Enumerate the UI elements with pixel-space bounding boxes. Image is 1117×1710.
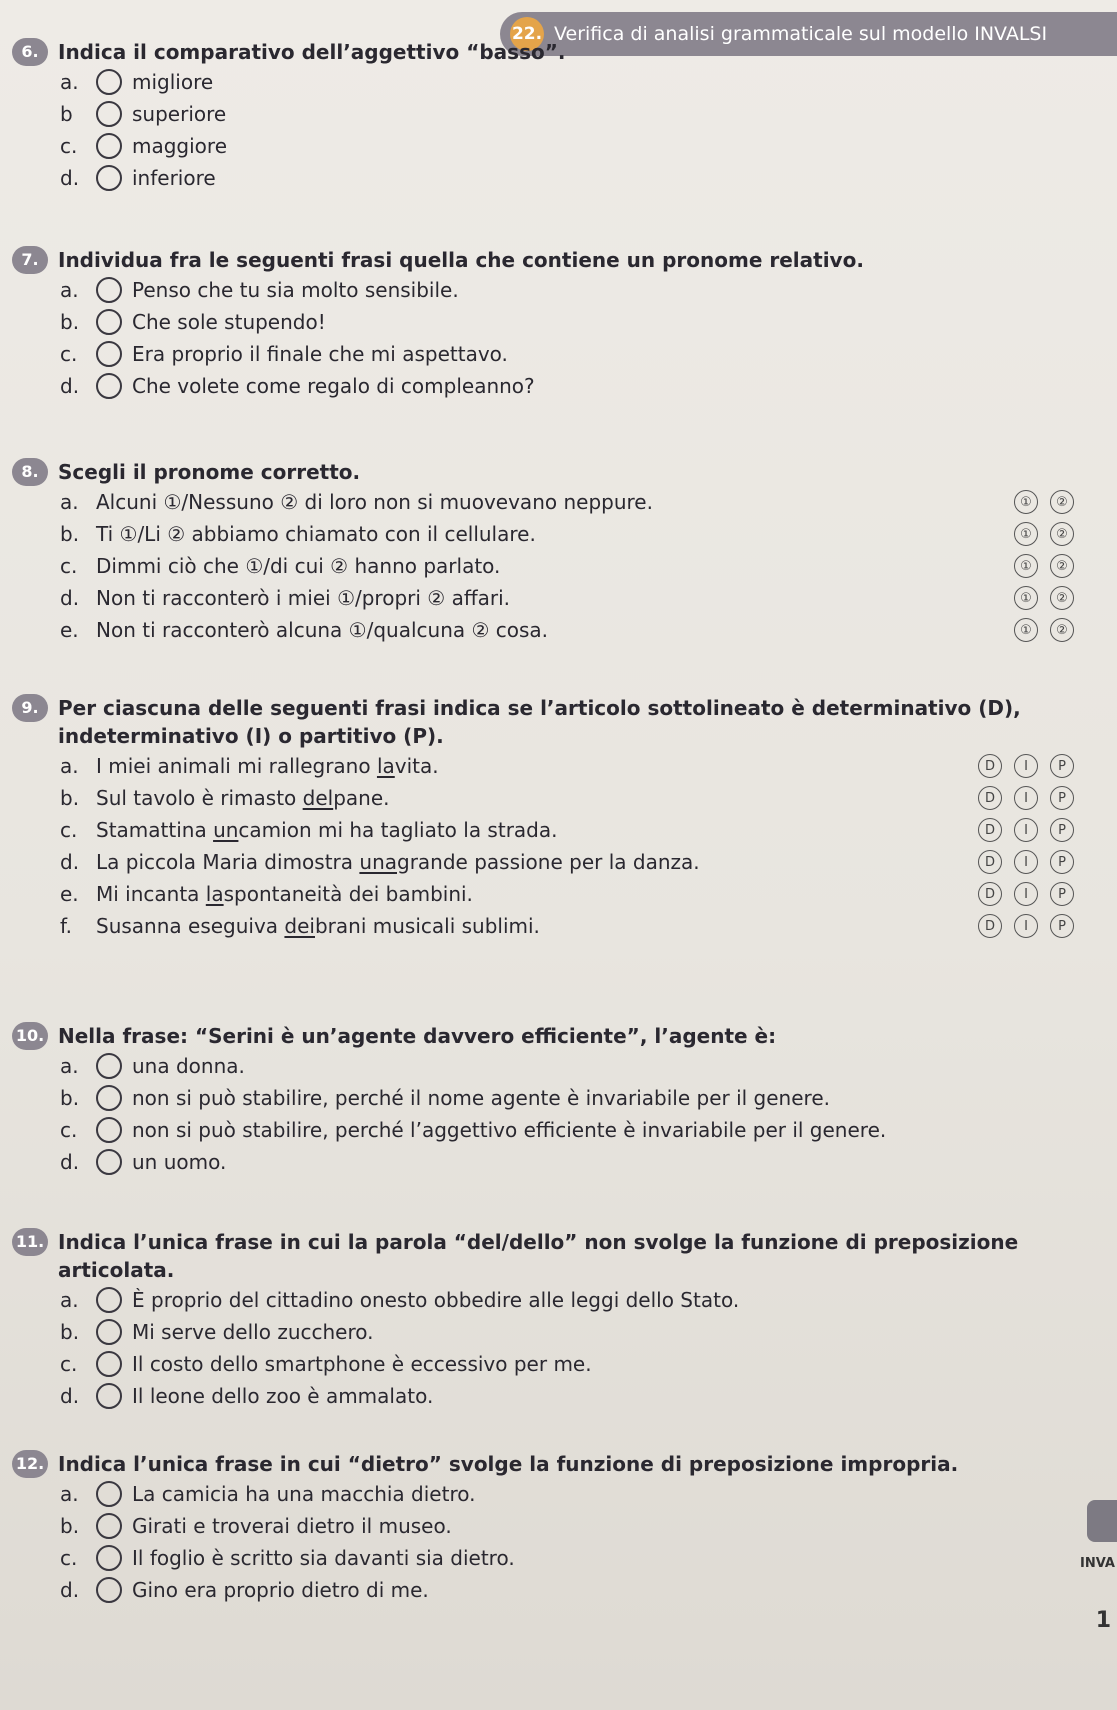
choice-p-circle[interactable]: P — [1050, 914, 1074, 938]
question-number: 10. — [12, 1022, 48, 1050]
question-11 — [12, 1228, 1102, 1412]
radio-circle[interactable] — [96, 277, 122, 303]
choice-i-circle[interactable]: I — [1014, 914, 1038, 938]
question-10 — [12, 1022, 1102, 1178]
choice-1-circle[interactable]: ① — [1014, 522, 1038, 546]
question-text: Indica l’unica frase in cui “dietro” svolge la funzione di preposizione impropria. — [58, 1452, 959, 1476]
choice-i-circle[interactable]: I — [1014, 818, 1038, 842]
option-a[interactable]: a. La camicia ha una macchia dietro. — [60, 1482, 476, 1506]
option-a[interactable]: a. Penso che tu sia molto sensibile. — [60, 278, 459, 302]
choice-1-circle[interactable]: ① — [1014, 618, 1038, 642]
radio-circle[interactable] — [96, 1149, 122, 1175]
choice-1-circle[interactable]: ① — [1014, 554, 1038, 578]
underlined-article: la — [205, 882, 224, 906]
edge-label: INVA — [1080, 1556, 1115, 1571]
radio-circle[interactable] — [96, 1577, 122, 1603]
option-a[interactable]: a. migliore — [60, 70, 214, 94]
option-c[interactable]: c. Era proprio il finale che mi aspettavo. — [60, 342, 508, 366]
radio-circle[interactable] — [96, 1085, 122, 1111]
choice-d-circle[interactable]: D — [978, 882, 1002, 906]
choice-p-circle[interactable]: P — [1050, 882, 1074, 906]
radio-circle[interactable] — [96, 1351, 122, 1377]
option-e: e. Non ti racconterò alcuna ①/qualcuna ② cosa. ① ② — [60, 614, 1102, 646]
choice-i-circle[interactable]: I — [1014, 882, 1038, 906]
radio-circle[interactable] — [96, 133, 122, 159]
radio-circle[interactable] — [96, 165, 122, 191]
underlined-article: una — [359, 850, 397, 874]
option-a[interactable]: a. È proprio del cittadino onesto obbedire alle leggi dello Stato. — [60, 1288, 740, 1312]
option-a: a. I miei animali mi rallegrano la vita. D I P — [60, 750, 1102, 782]
option-c[interactable]: c. non si può stabilire, perché l’aggettivo efficiente è invariabile per il genere. — [60, 1118, 887, 1142]
question-12 — [12, 1450, 1102, 1606]
radio-circle[interactable] — [96, 1053, 122, 1079]
choice-i-circle[interactable]: I — [1014, 786, 1038, 810]
option-c: c. Dimmi ciò che ①/di cui ② hanno parlato. ① ② — [60, 550, 1102, 582]
option-c[interactable]: c. Il costo dello smartphone è eccessivo per me. — [60, 1352, 592, 1376]
option-a[interactable]: a. una donna. — [60, 1054, 245, 1078]
section-number: 22. — [510, 17, 544, 51]
underlined-article: un — [213, 818, 239, 842]
radio-circle[interactable] — [96, 1319, 122, 1345]
radio-circle[interactable] — [96, 1481, 122, 1507]
choice-2-circle[interactable]: ② — [1050, 522, 1074, 546]
underlined-article: del — [302, 786, 334, 810]
option-b[interactable]: b. Mi serve dello zucchero. — [60, 1320, 374, 1344]
choice-2-circle[interactable]: ② — [1050, 554, 1074, 578]
option-b[interactable]: b superiore — [60, 102, 227, 126]
radio-circle[interactable] — [96, 1287, 122, 1313]
question-number: 12. — [12, 1450, 48, 1478]
choice-2-circle[interactable]: ② — [1050, 490, 1074, 514]
option-e: e. Mi incanta la spontaneità dei bambini. D I P — [60, 878, 1102, 910]
option-d[interactable]: d. un uomo. — [60, 1150, 227, 1174]
choice-2-circle[interactable]: ② — [1050, 586, 1074, 610]
question-7 — [12, 246, 1102, 402]
option-c: c. Stamattina un camion mi ha tagliato la strada. D I P — [60, 814, 1102, 846]
option-b[interactable]: b. non si può stabilire, perché il nome agente è invariabile per il genere. — [60, 1086, 830, 1110]
underlined-article: la — [376, 754, 395, 778]
choice-i-circle[interactable]: I — [1014, 850, 1038, 874]
radio-circle[interactable] — [96, 373, 122, 399]
choice-d-circle[interactable]: D — [978, 786, 1002, 810]
option-d[interactable]: d. Gino era proprio dietro di me. — [60, 1578, 429, 1602]
choice-2-circle[interactable]: ② — [1050, 618, 1074, 642]
option-d: d. Non ti racconterò i miei ①/propri ② affari. ① ② — [60, 582, 1102, 614]
option-b[interactable]: b. Che sole stupendo! — [60, 310, 326, 334]
choice-1-circle[interactable]: ① — [1014, 490, 1038, 514]
choice-d-circle[interactable]: D — [978, 818, 1002, 842]
question-9 — [12, 694, 1102, 942]
option-d[interactable]: d. Che volete come regalo di compleanno? — [60, 374, 535, 398]
question-number: 9. — [12, 694, 48, 722]
option-d: d. La piccola Maria dimostra una grande passione per la danza. D I P — [60, 846, 1102, 878]
question-text: Nella frase: “Serini è un’agente davvero efficiente”, l’agente è: — [58, 1024, 777, 1048]
radio-circle[interactable] — [96, 1383, 122, 1409]
section-title: Verifica di analisi grammaticale sul modello INVALSI — [554, 23, 1048, 45]
question-number: 7. — [12, 246, 48, 274]
question-text: Indica il comparativo dell’aggettivo “basso”. — [58, 40, 566, 64]
question-text: Per ciascuna delle seguenti frasi indica se l’articolo sottolineato è determinativo (D), indeterminativo (I) o partitivo (P). — [58, 696, 1021, 748]
radio-circle[interactable] — [96, 341, 122, 367]
option-d[interactable]: d. inferiore — [60, 166, 216, 190]
radio-circle[interactable] — [96, 1513, 122, 1539]
option-b[interactable]: b. Girati e troverai dietro il museo. — [60, 1514, 452, 1538]
question-number: 11. — [12, 1228, 48, 1256]
question-number: 8. — [12, 458, 48, 486]
option-a: a. Alcuni ①/Nessuno ② di loro non si muovevano neppure. ① ② — [60, 486, 1102, 518]
option-f: f. Susanna eseguiva dei brani musicali sublimi. D I P — [60, 910, 1102, 942]
choice-d-circle[interactable]: D — [978, 914, 1002, 938]
radio-circle[interactable] — [96, 1117, 122, 1143]
radio-circle[interactable] — [96, 101, 122, 127]
page-edge-tab — [1087, 1500, 1117, 1542]
question-text: Individua fra le seguenti frasi quella che contiene un pronome relativo. — [58, 248, 864, 272]
radio-circle[interactable] — [96, 309, 122, 335]
choice-p-circle[interactable]: P — [1050, 850, 1074, 874]
choice-d-circle[interactable]: D — [978, 754, 1002, 778]
option-b: b. Sul tavolo è rimasto del pane. D I P — [60, 782, 1102, 814]
radio-circle[interactable] — [96, 1545, 122, 1571]
option-c[interactable]: c. Il foglio è scritto sia davanti sia dietro. — [60, 1546, 515, 1570]
underlined-article: dei — [284, 914, 315, 938]
question-text: Indica l’unica frase in cui la parola “del/dello” non svolge la funzione di preposizione articolata. — [58, 1230, 1019, 1282]
choice-p-circle[interactable]: P — [1050, 786, 1074, 810]
radio-circle[interactable] — [96, 69, 122, 95]
choice-d-circle[interactable]: D — [978, 850, 1002, 874]
question-number: 6. — [12, 38, 48, 66]
question-6 — [12, 38, 1102, 194]
choice-p-circle[interactable]: P — [1050, 818, 1074, 842]
page-number: 1 — [1095, 1608, 1111, 1633]
choice-p-circle[interactable]: P — [1050, 754, 1074, 778]
option-d[interactable]: d. Il leone dello zoo è ammalato. — [60, 1384, 434, 1408]
question-8 — [12, 458, 1102, 646]
choice-1-circle[interactable]: ① — [1014, 586, 1038, 610]
question-text: Scegli il pronome corretto. — [58, 460, 361, 484]
choice-i-circle[interactable]: I — [1014, 754, 1038, 778]
option-b: b. Ti ①/Li ② abbiamo chiamato con il cellulare. ① ② — [60, 518, 1102, 550]
option-c[interactable]: c. maggiore — [60, 134, 228, 158]
